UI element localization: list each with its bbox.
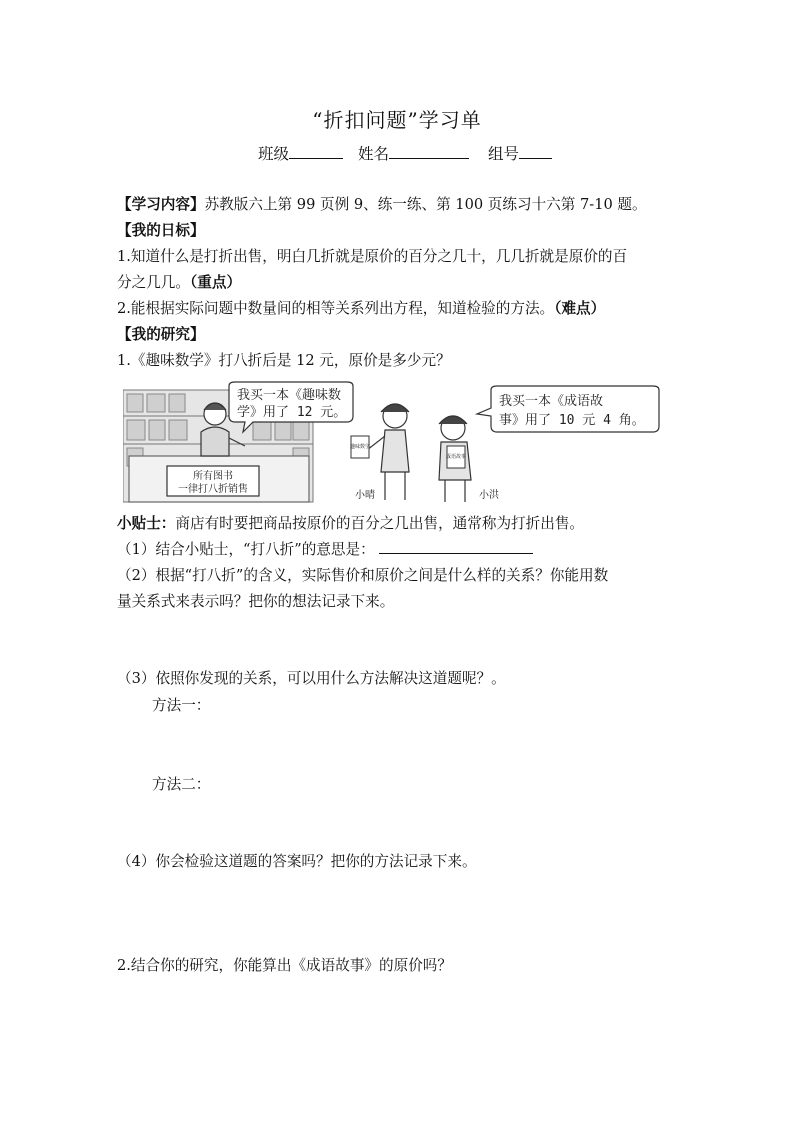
question-2: 2.结合你的研究，你能算出《成语故事》的原价吗？ (117, 957, 452, 974)
class-label: 班级 (258, 145, 290, 163)
name-field[interactable] (358, 142, 469, 164)
learning-content-heading: 【学习内容】 (117, 196, 205, 213)
bubble2-line1: 我买一本《成语故 (499, 394, 604, 409)
goal1-line2 (117, 271, 241, 292)
bookstore-scene (123, 380, 663, 504)
sub-question-2-line2: 量关系式来表示吗？把你的想法记录下来。 (117, 593, 395, 610)
book1-label: 趣味数学 (349, 444, 371, 450)
learning-content (117, 193, 647, 214)
name-blank[interactable] (389, 143, 469, 159)
group-field[interactable] (488, 142, 552, 164)
child2-name: 小洪 (479, 490, 499, 501)
class-field[interactable] (258, 142, 343, 164)
child-xiaoqing-figure (367, 404, 409, 500)
goal1-line2-text: 分之几几。 (117, 274, 190, 291)
tip-label: 小贴士： (117, 515, 176, 532)
group-blank[interactable] (519, 143, 552, 159)
learning-content-text: 苏教版六上第 99 页例 9、练一练、第 100 页练习十六第 7-10 题。 (204, 196, 647, 213)
sub-question-4: （4）你会检验这道题的答案吗？把你的方法记录下来。 (117, 853, 477, 870)
goal2-tag: （难点） (554, 300, 606, 317)
goals-heading: 【我的日标】 (117, 222, 205, 239)
goal2-text: 2.能根据实际问题中数量间的相等关系列出方程，知道检验的方法。 (117, 300, 555, 317)
sub-question-1-text: （1）结合小贴士，“打八折”的意思是： (117, 541, 375, 558)
child1-name: 小晴 (355, 490, 375, 501)
sub-question-3: （3）依照你发现的关系，可以用什么方法解决这道题呢？。 (117, 670, 506, 687)
bubble1-line2: 学》用了 12 元。 (237, 405, 347, 420)
method-2-label: 方法二： (152, 776, 211, 793)
question-1: 1.《趣味数学》打八折后是 12 元，原价是多少元？ (117, 352, 451, 369)
sub-question-1 (117, 538, 533, 559)
book2-label: 成语故事 (445, 454, 467, 460)
sign-line1: 所有图书 (193, 471, 233, 482)
tip-text: 商店有时要把商品按原价的百分之几出售，通常称为打折出售。 (175, 515, 585, 532)
class-blank[interactable] (289, 143, 343, 159)
tip (117, 512, 584, 533)
group-label: 组号 (488, 145, 520, 163)
method-1-label: 方法一： (152, 697, 211, 714)
bookstore-illustration (123, 380, 663, 504)
sub-question-1-answer-blank[interactable] (379, 538, 533, 554)
sign-line2: 一律打八折销售 (178, 484, 248, 495)
bubble1-line1: 我买一本《趣味数 (237, 388, 342, 403)
goal1-line1: 1.知道什么是打折出售，明白几折就是原价的百分之几十，几几折就是原价的百 (117, 248, 628, 265)
goal1-tag: （重点） (189, 274, 242, 291)
goal2 (117, 297, 605, 318)
page-title: “折扣问题”学习单 (312, 108, 482, 132)
bubble2-line2: 事》用了 10 元 4 角。 (499, 413, 645, 428)
research-heading: 【我的研究】 (117, 326, 205, 343)
sub-question-2-line1: （2）根据“打八折”的含义，实际售价和原价之间是什么样的关系？你能用数 (117, 567, 609, 584)
name-label: 姓名 (358, 145, 390, 163)
